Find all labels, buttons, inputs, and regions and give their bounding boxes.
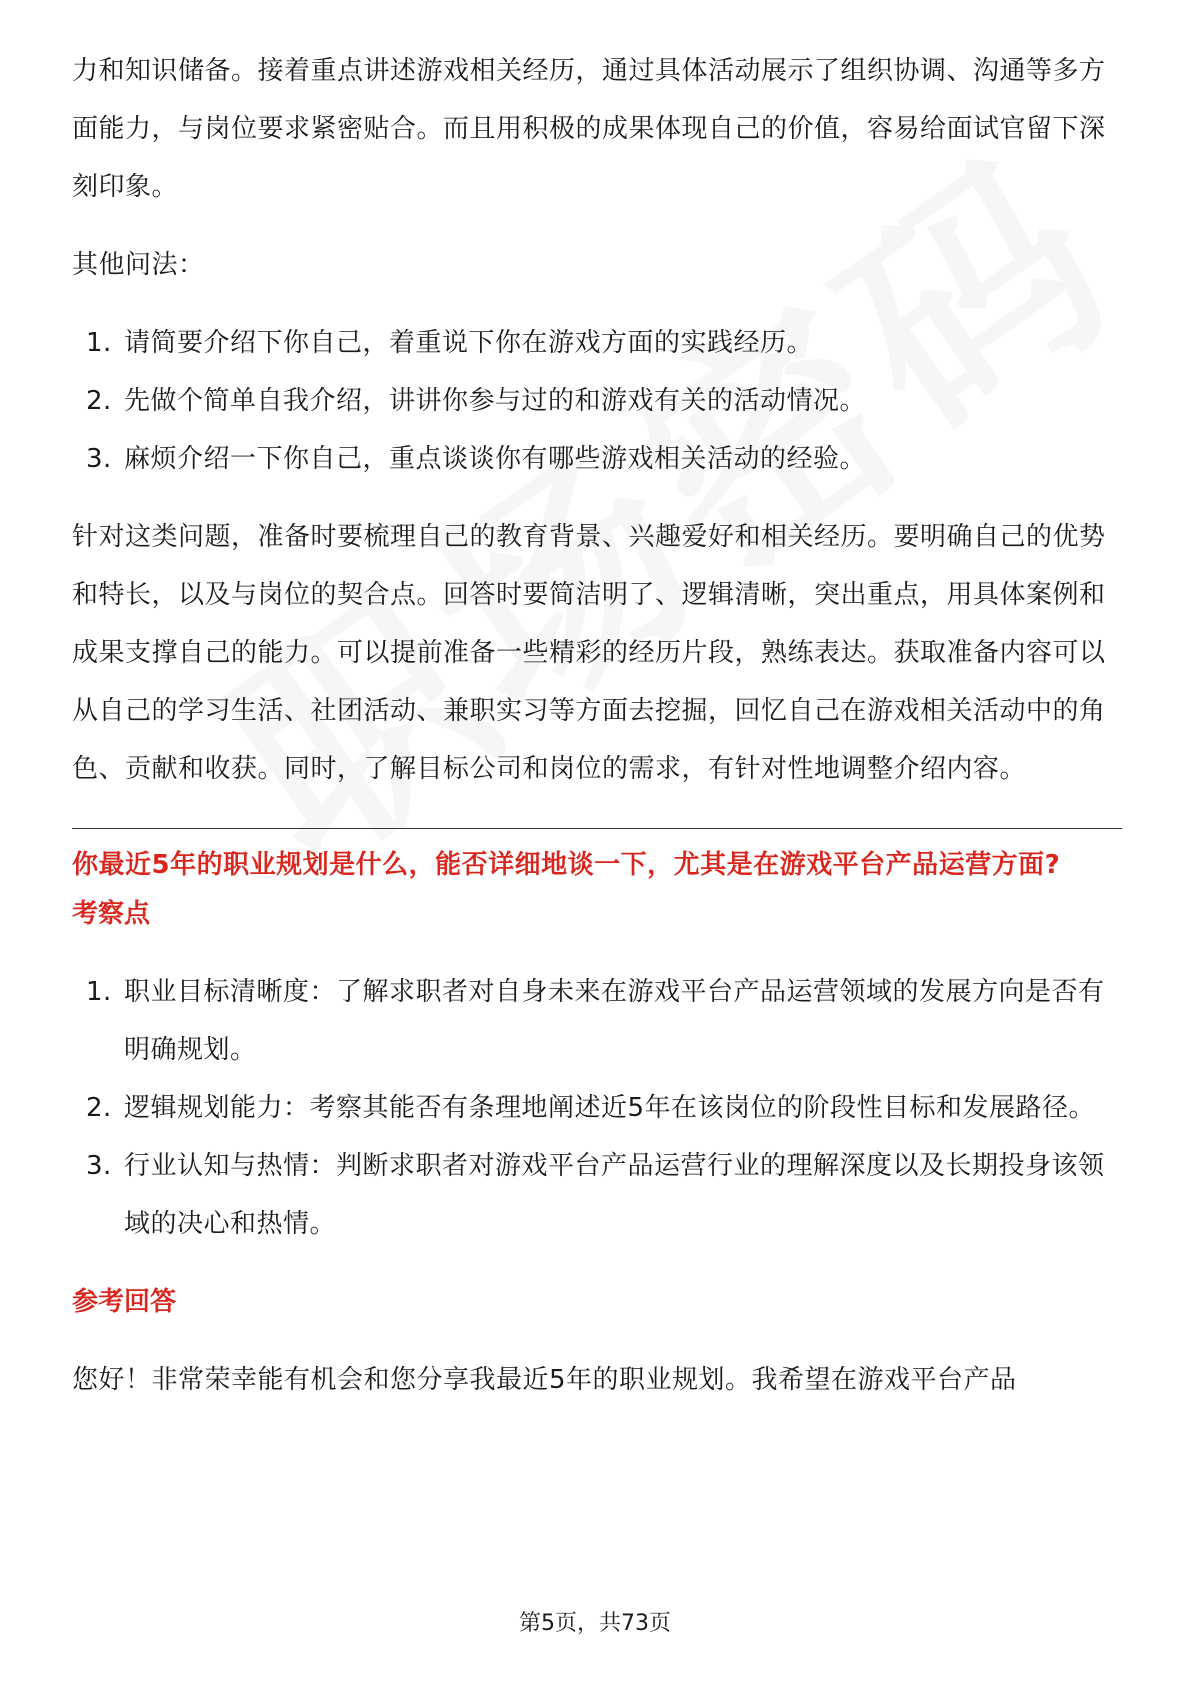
list-text: 行业认知与热情：判断求职者对游戏平台产品运营行业的理解深度以及长期投身该领域的决心和热情。 — [124, 1151, 1105, 1239]
list-item — [72, 1137, 1122, 1253]
list-text: 先做个简单自我介绍，讲讲你参与过的和游戏有关的活动情况。 — [124, 386, 867, 416]
question-title: 你最近5年的职业规划是什么，能否详细地谈一下，尤其是在游戏平台产品运营方面? — [72, 850, 1061, 880]
page-content — [72, 42, 1122, 1409]
intro-paragraph: 力和知识储备。接着重点讲述游戏相关经历，通过具体活动展示了组织协调、沟通等多方面能力，与岗位要求紧密贴合。而且用积极的成果体现自己的价值，容易给面试官留下深刻印象。 — [72, 56, 1106, 202]
list-number: 2. — [86, 1093, 112, 1123]
list-number: 3. — [86, 1151, 112, 1181]
reference-paragraph: 您好！非常荣幸能有机会和您分享我最近5年的职业规划。我希望在游戏平台产品 — [72, 1365, 1017, 1395]
inspection-heading: 考察点 — [72, 899, 151, 929]
list-text: 麻烦介绍一下你自己，重点谈谈你有哪些游戏相关活动的经验。 — [124, 444, 867, 474]
list-text: 请简要介绍下你自己，着重说下你在游戏方面的实践经历。 — [124, 328, 814, 358]
advice-paragraph: 针对这类问题，准备时要梳理自己的教育背景、兴趣爱好和相关经历。要明确自己的优势和特长，以及与岗位的契合点。回答时要简洁明了、逻辑清晰，突出重点，用具体案例和成果支撑自己的能力。可以提前准备一些精彩的经历片段，熟练表达。获取准备内容可以从自己的学习生活、社团活动、兼职实习等方面去挖掘，回忆自己在游戏相关活动中的角色、贡献和收获。同时，了解目标公司和岗位的需求，有针对性地调整介绍内容。 — [72, 522, 1106, 784]
section-divider — [72, 828, 1122, 829]
list-number: 1. — [86, 328, 112, 358]
list-number: 1. — [86, 977, 112, 1007]
reference-heading: 参考回答 — [72, 1287, 177, 1317]
list-text: 逻辑规划能力：考察其能否有条理地阐述近5年在该岗位的阶段性目标和发展路径。 — [124, 1093, 1096, 1123]
list-number: 3. — [86, 444, 112, 474]
list-item — [72, 963, 1122, 1079]
other-asks-label: 其他问法： — [72, 250, 205, 280]
list-text: 职业目标清晰度：了解求职者对自身未来在游戏平台产品运营领域的发展方向是否有明确规划。 — [124, 977, 1105, 1065]
list-number: 2. — [86, 386, 112, 416]
inspection-list — [72, 963, 1122, 1253]
list-item — [72, 430, 1122, 488]
list-item — [72, 1079, 1122, 1137]
list-item — [72, 372, 1122, 430]
list-item — [72, 314, 1122, 372]
other-asks-list — [72, 314, 1122, 488]
page-number-footer: 第5页，共73页 — [519, 1611, 671, 1636]
